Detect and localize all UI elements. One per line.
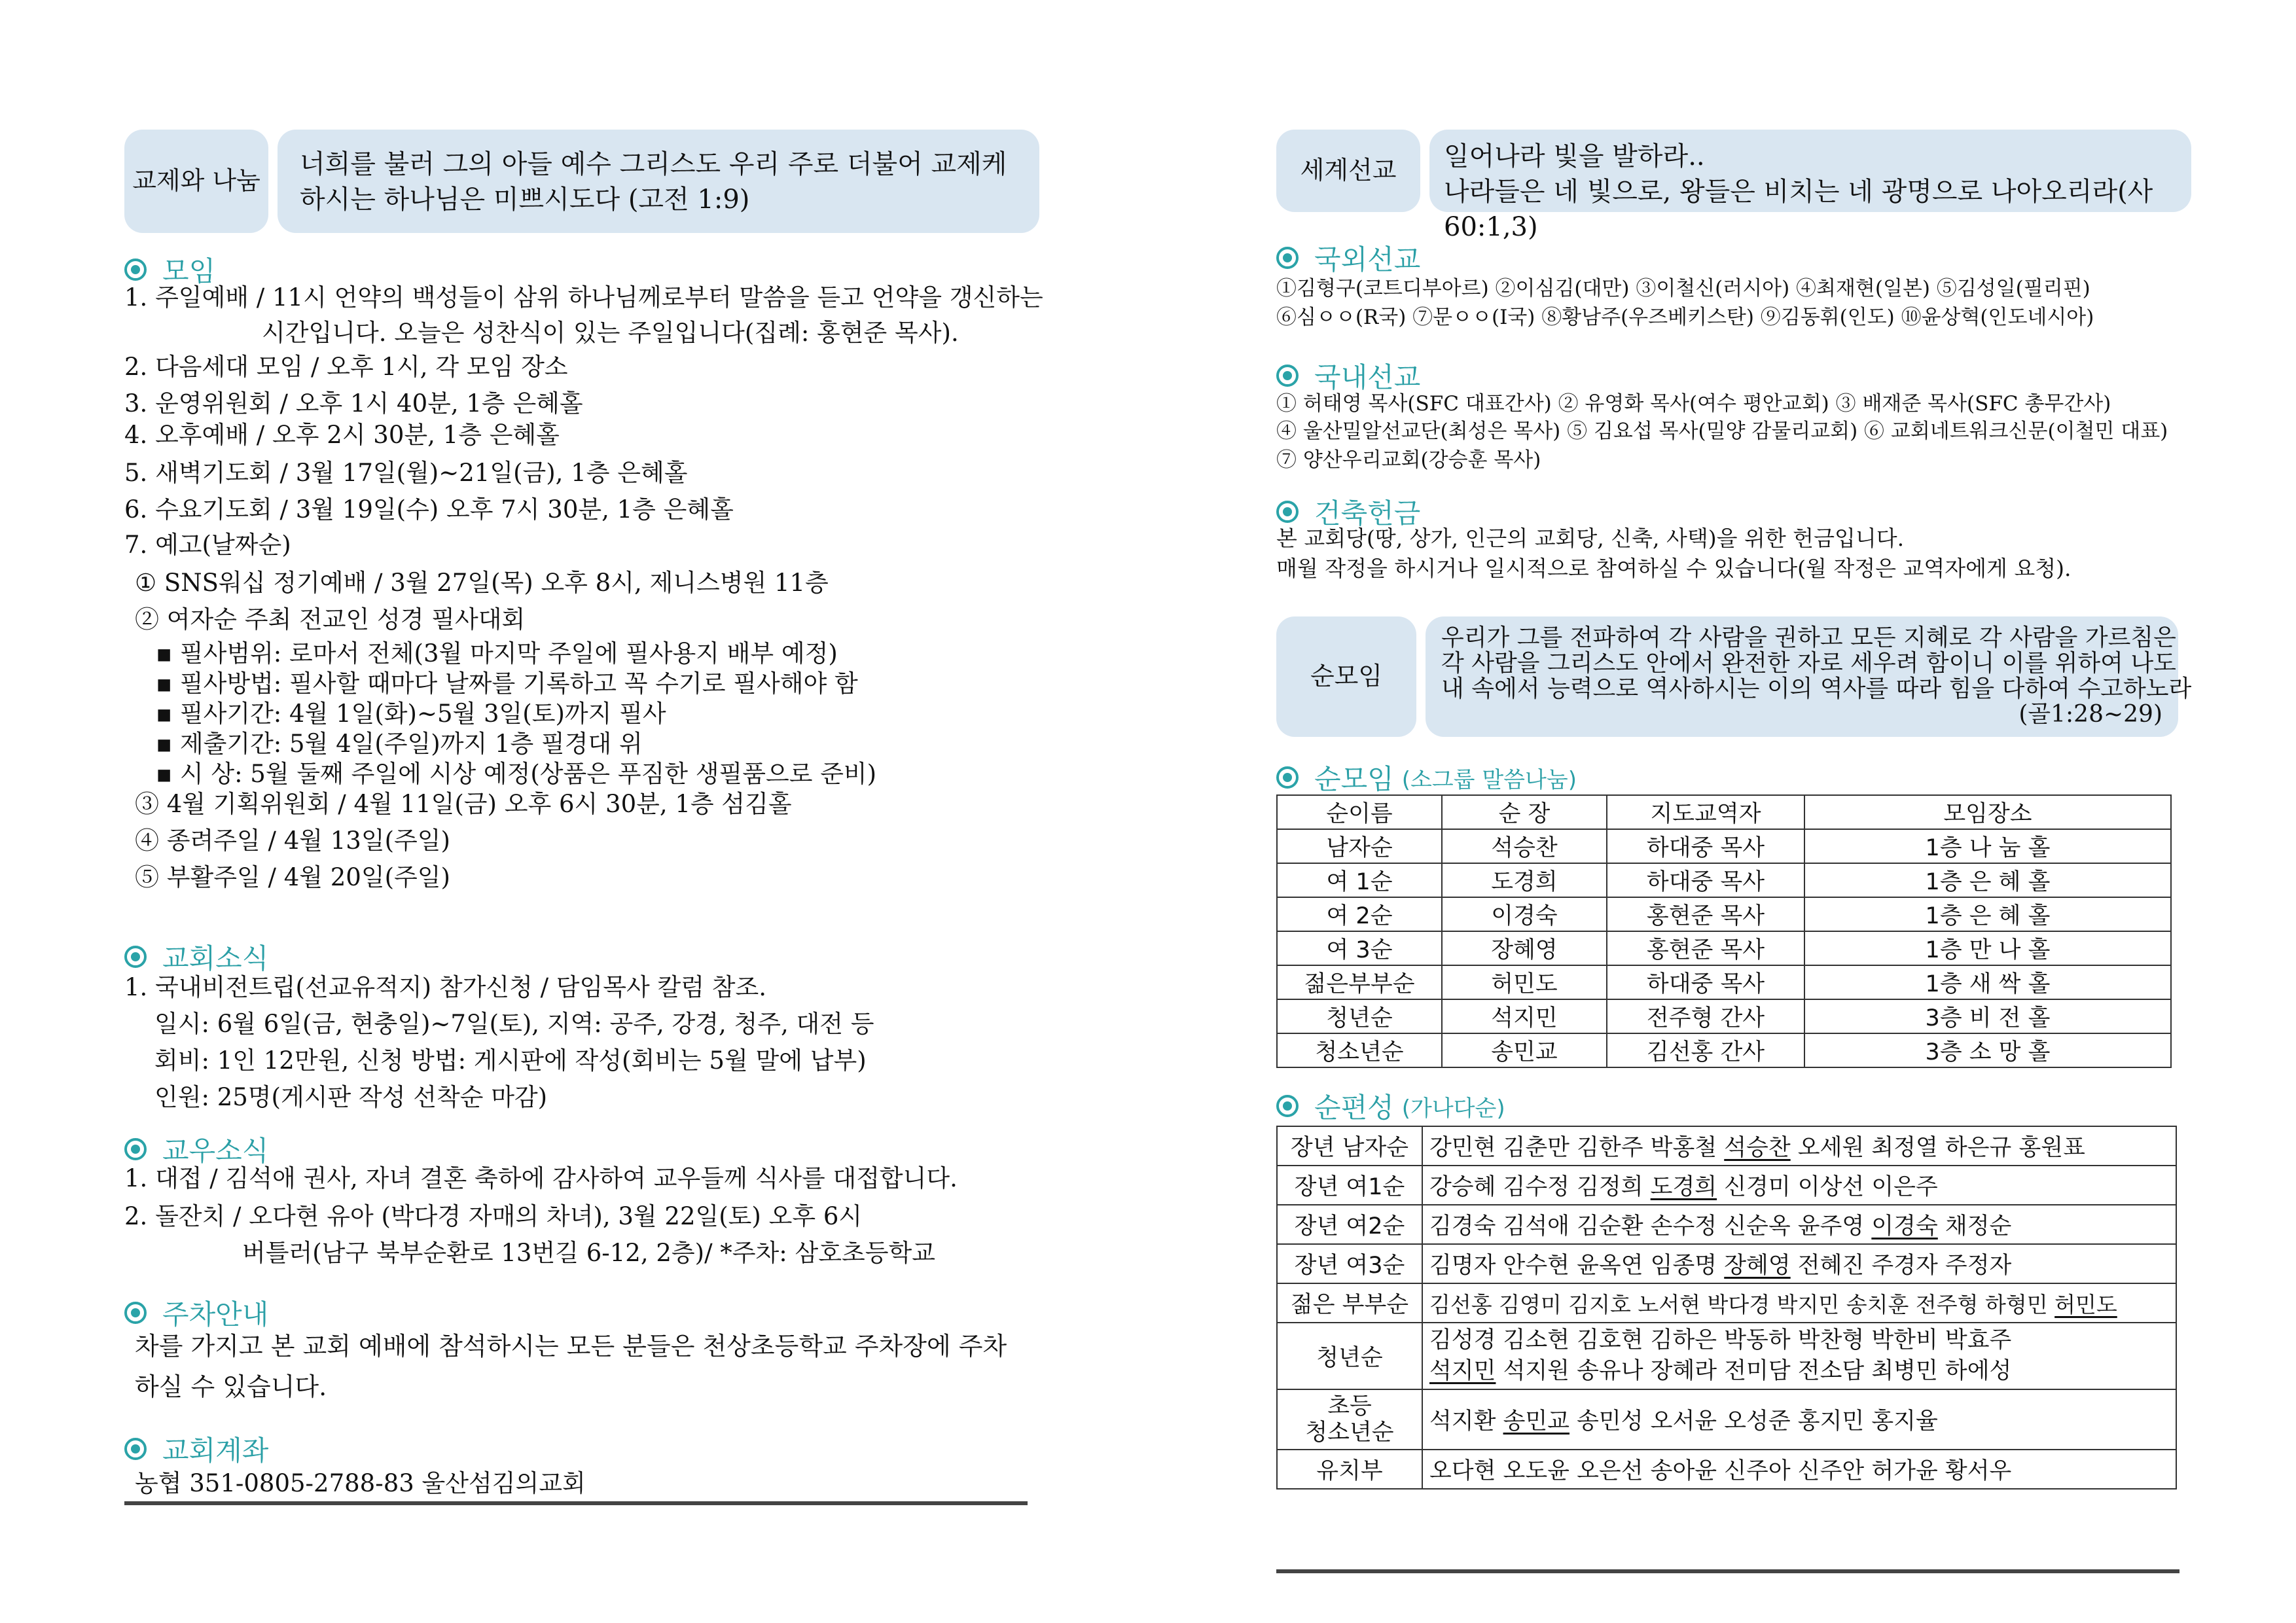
text-line: 회비: 1인 12만원, 신청 방법: 게시판에 작성(회비는 5월 말에 납부) xyxy=(154,1046,867,1075)
circle-bullet-icon xyxy=(124,259,147,281)
roster-members xyxy=(1422,1323,2176,1389)
table-cell: 남자순 xyxy=(1277,829,1442,863)
banner-verse xyxy=(1429,130,2191,242)
verse-line: 각 사람을 그리스도 안에서 완전한 자로 세우려 함이니 이를 위하여 나도 xyxy=(1441,649,2176,677)
member-names: 강승혜 김수정 김정희 xyxy=(1429,1174,1651,1200)
text-line: ▪ 제출기간: 5월 4일(주일)까지 1층 필경대 위 xyxy=(156,730,643,758)
member-names: 강민현 김춘만 김한주 박홍철 xyxy=(1429,1135,1725,1161)
banner-verse xyxy=(278,130,1039,233)
header-cell: 순 장 xyxy=(1442,795,1607,829)
leader-name: 장혜영 xyxy=(1724,1253,1791,1279)
section-title: 순편성 xyxy=(1314,1092,1394,1124)
table-row xyxy=(1277,1166,2176,1205)
divider xyxy=(124,1501,1028,1505)
section-title: 교회소식 xyxy=(162,942,269,974)
table-cell: 1층 은 혜 홀 xyxy=(1804,863,2171,897)
text-line: ② 여자순 주최 전교인 성경 필사대회 xyxy=(135,605,526,633)
text-line: 3. 운영위원회 / 오후 1시 40분, 1층 은혜홀 xyxy=(124,389,583,418)
banner-verse xyxy=(1426,616,2192,737)
text-line: ① SNS워십 정기예배 / 3월 27일(목) 오후 8시, 제니스병원 11층 xyxy=(135,569,829,597)
text-line: 인원: 25명(게시판 작성 선착순 마감) xyxy=(154,1083,548,1111)
banner-label: 세계선교 xyxy=(1276,130,1420,212)
table-cell: 석승찬 xyxy=(1442,829,1607,863)
banner-label: 순모임 xyxy=(1276,616,1416,737)
table-cell: 전주형 간사 xyxy=(1607,999,1804,1033)
roster-members xyxy=(1422,1283,2176,1323)
member-names: 전혜진 주경자 주정자 xyxy=(1790,1253,2012,1279)
leader-name: 이경숙 xyxy=(1871,1213,1938,1240)
member-names: 김선홍 김영미 김지호 노서현 박다경 박지민 송치훈 전주형 하형민 xyxy=(1429,1291,2055,1317)
circle-bullet-icon xyxy=(1276,247,1299,269)
group-table xyxy=(1276,794,2172,1068)
text-line: ①김형구(코트디부아르) ②이심김(대만) ③이철신(러시아) ④최재현(일본) ⑤김성일(필리핀) xyxy=(1276,277,2090,300)
roster-name: 장년 여2순 xyxy=(1277,1205,1422,1244)
table-row xyxy=(1277,965,2171,999)
text-line: ▪ 필사범위: 로마서 전체(3월 마지막 주일에 필사용지 배부 예정) xyxy=(156,639,838,668)
circle-bullet-icon xyxy=(1276,501,1299,523)
circle-bullet-icon xyxy=(124,1138,147,1160)
section-title: 주차안내 xyxy=(162,1298,269,1330)
text-line: ▪ 필사방법: 필사할 때마다 날짜를 기록하고 꼭 수기로 필사해야 함 xyxy=(156,669,858,698)
member-names: 김명자 안수현 윤옥연 임종명 xyxy=(1429,1253,1725,1279)
header-cell: 순이름 xyxy=(1277,795,1442,829)
table-cell: 청년순 xyxy=(1277,999,1442,1033)
table-cell: 3층 소 망 홀 xyxy=(1804,1033,2171,1067)
table-cell: 장혜영 xyxy=(1442,931,1607,965)
group-banner xyxy=(1276,616,2192,737)
text-line: 본 교회당(땅, 상가, 인근의 교회당, 신축, 사택)을 위한 헌금입니다. xyxy=(1276,526,1905,551)
circle-bullet-icon xyxy=(124,1302,147,1324)
roster-name: 장년 여1순 xyxy=(1277,1166,1422,1205)
roster-name: 청년순 xyxy=(1277,1323,1422,1389)
section-title: 국외선교 xyxy=(1314,243,1421,276)
member-names: 석지환 xyxy=(1429,1408,1503,1435)
section-title: 교회계좌 xyxy=(162,1435,269,1467)
section-subtitle: (가나다순) xyxy=(1401,1095,1505,1122)
table-row xyxy=(1277,1244,2176,1283)
table-cell: 도경희 xyxy=(1442,863,1607,897)
table-cell: 송민교 xyxy=(1442,1033,1607,1067)
table-cell: 1층 나 눔 홀 xyxy=(1804,829,2171,863)
text-line: 매월 작정을 하시거나 일시적으로 참여하실 수 있습니다(월 작정은 교역자에게 요청). xyxy=(1276,556,2072,581)
verse-ref: (골1:28~29) xyxy=(2018,700,2162,728)
section-foreign xyxy=(1276,238,1420,277)
roster-name xyxy=(1277,1389,1422,1450)
table-row xyxy=(1277,999,2171,1033)
member-names: 신경미 이상선 이은주 xyxy=(1717,1174,1938,1200)
roster-members xyxy=(1422,1244,2176,1283)
roster-members: 오다현 오도윤 오은선 송아윤 신주아 신주안 허가윤 황서우 xyxy=(1422,1450,2176,1489)
table-row xyxy=(1277,897,2171,931)
text-line: ⑤ 부활주일 / 4월 20일(주일) xyxy=(135,863,450,891)
missions-banner xyxy=(1276,130,2191,242)
section-title: 순모임 xyxy=(1314,763,1394,795)
table-cell: 1층 새 싹 홀 xyxy=(1804,965,2171,999)
header-cell: 모임장소 xyxy=(1804,795,2171,829)
section-parking xyxy=(124,1293,268,1332)
text-line: ⑦ 양산우리교회(강승훈 목사) xyxy=(1276,448,1541,472)
member-names: 송민성 오서윤 오성준 홍지민 홍지율 xyxy=(1570,1408,1938,1435)
leader-name: 도경희 xyxy=(1650,1174,1717,1200)
member-names: 오세원 최정열 하은규 홍원표 xyxy=(1790,1135,2085,1161)
table-cell: 여 1순 xyxy=(1277,863,1442,897)
roster-name-line: 청소년순 xyxy=(1305,1419,1394,1446)
table-cell: 이경숙 xyxy=(1442,897,1607,931)
table-cell: 하대중 목사 xyxy=(1607,965,1804,999)
text-line: 7. 예고(날짜순) xyxy=(124,531,291,559)
table-cell: 1층 은 혜 홀 xyxy=(1804,897,2171,931)
table-cell: 3층 비 전 홀 xyxy=(1804,999,2171,1033)
roster-table xyxy=(1276,1126,2177,1489)
text-line: ⑥심ㅇㅇ(R국) ⑦문ㅇㅇ(I국) ⑧황남주(우즈베키스탄) ⑨김동휘(인도) ⑩윤상혁(인도네시아) xyxy=(1276,306,2094,329)
roster-members xyxy=(1422,1126,2176,1166)
circle-bullet-icon xyxy=(124,946,147,968)
text-line: 1. 주일예배 / 11시 언약의 백성들이 삼위 하나님께로부터 말씀을 듣고 언약을 갱신하는 xyxy=(124,283,1043,312)
text-line: ③ 4월 기획위원회 / 4월 11일(금) 오후 6시 30분, 1층 섬김홀 xyxy=(135,790,792,818)
section-title: 교우소식 xyxy=(162,1135,269,1167)
roster-name-line: 초등 xyxy=(1327,1393,1372,1419)
verse-line: 하시는 하나님은 미쁘시도다 (고전 1:9) xyxy=(300,185,750,215)
account-number: 농협 351-0805-2788-83 울산섬김의교회 xyxy=(135,1469,586,1497)
table-row xyxy=(1277,1205,2176,1244)
table-header-row xyxy=(1277,795,2171,829)
table-row xyxy=(1277,1283,2176,1323)
table-cell: 홍현준 목사 xyxy=(1607,931,1804,965)
roster-name: 유치부 xyxy=(1277,1450,1422,1489)
leader-name: 석승찬 xyxy=(1724,1135,1791,1161)
roster-name: 장년 남자순 xyxy=(1277,1126,1422,1166)
banner-label: 교제와 나눔 xyxy=(124,130,268,233)
text-line: 5. 새벽기도회 / 3월 17일(월)~21일(금), 1층 은혜홀 xyxy=(124,459,688,487)
leader-name: 송민교 xyxy=(1503,1408,1570,1435)
table-cell: 홍현준 목사 xyxy=(1607,897,1804,931)
divider xyxy=(1276,1569,2179,1573)
leader-name: 허민도 xyxy=(2054,1291,2117,1317)
table-row xyxy=(1277,931,2171,965)
verse-line: 나라들은 네 빛으로, 왕들은 비치는 네 광명으로 나아오리라(사60:1,3) xyxy=(1444,177,2153,242)
table-row xyxy=(1277,1389,2176,1450)
section-subtitle: (소그룹 말씀나눔) xyxy=(1401,766,1577,793)
table-cell: 하대중 목사 xyxy=(1607,863,1804,897)
table-row xyxy=(1277,829,2171,863)
text-line: ① 허태영 목사(SFC 대표간사) ② 유영화 목사(여수 평안교회) ③ 배재준 목사(SFC 총무간사) xyxy=(1276,392,2111,416)
roster-members xyxy=(1422,1205,2176,1244)
text-line: 4. 오후예배 / 오후 2시 30분, 1층 은혜홀 xyxy=(124,421,560,449)
text-line: 일시: 6월 6일(금, 현충일)~7일(토), 지역: 공주, 강경, 청주, 대전 등 xyxy=(154,1010,874,1038)
text-line: 6. 수요기도회 / 3월 19일(수) 오후 7시 30분, 1층 은혜홀 xyxy=(124,495,734,524)
roster-members xyxy=(1422,1166,2176,1205)
roster-name: 장년 여3순 xyxy=(1277,1244,1422,1283)
table-cell: 석지민 xyxy=(1442,999,1607,1033)
member-names: 석지원 송유나 장혜라 전미담 전소담 최병민 하에성 xyxy=(1496,1358,2012,1384)
section-news xyxy=(124,937,268,976)
text-line: 차를 가지고 본 교회 예배에 참석하시는 모든 분들은 천상초등학교 주차장에 주차 xyxy=(135,1332,1007,1361)
text-line: ④ 종려주일 / 4월 13일(주일) xyxy=(135,827,450,855)
section-domestic xyxy=(1276,356,1420,395)
circle-bullet-icon xyxy=(1276,1095,1299,1117)
table-row xyxy=(1277,1126,2176,1166)
roster-members xyxy=(1422,1389,2176,1450)
text-line: 1. 대접 / 김석애 권사, 자녀 결혼 축하에 감사하여 교우들께 식사를 대접합니다. xyxy=(124,1164,958,1192)
text-line: 1. 국내비전트립(선교유적지) 참가신청 / 담임목사 칼럼 참조. xyxy=(124,973,767,1001)
table-row xyxy=(1277,1450,2176,1489)
roster-name: 젊은 부부순 xyxy=(1277,1283,1422,1323)
section-title: 건축헌금 xyxy=(1314,497,1421,529)
text-line: 버틀러(남구 북부순환로 13번길 6-12, 2층)/ *주차: 삼호초등학교 xyxy=(242,1239,935,1267)
table-cell: 젊은부부순 xyxy=(1277,965,1442,999)
table-cell: 김선홍 간사 xyxy=(1607,1033,1804,1067)
member-names: 채정순 xyxy=(1937,1213,2012,1240)
text-line: 시간입니다. 오늘은 성찬식이 있는 주일입니다(집례: 홍현준 목사). xyxy=(262,319,959,347)
member-names: 김성경 김소현 김호현 김하은 박동하 박찬형 박한비 박효주 xyxy=(1429,1327,2012,1353)
verse-line: 너희를 불러 그의 아들 예수 그리스도 우리 주로 더불어 교제케 xyxy=(300,149,1007,179)
section-roster xyxy=(1276,1086,1505,1126)
text-line: ④ 울산밀알선교단(최성은 목사) ⑤ 김요섭 목사(밀양 감물리교회) ⑥ 교회네트워크신문(이철민 대표) xyxy=(1276,419,2168,443)
section-title: 국내선교 xyxy=(1314,361,1421,393)
header-cell: 지도교역자 xyxy=(1607,795,1804,829)
table-cell: 1층 만 나 홀 xyxy=(1804,931,2171,965)
text-line: 2. 돌잔치 / 오다현 유아 (박다경 자매의 차녀), 3월 22일(토) 오후 6시 xyxy=(124,1202,863,1230)
verse-line: 우리가 그를 전파하여 각 사람을 권하고 모든 지혜로 각 사람을 가르침은 xyxy=(1441,624,2176,651)
text-line: ▪ 필사기간: 4월 1일(화)~5월 3일(토)까지 필사 xyxy=(156,700,666,728)
circle-bullet-icon xyxy=(1276,365,1299,387)
text-line: 2. 다음세대 모임 / 오후 1시, 각 모임 장소 xyxy=(124,353,568,381)
verse-line: 일어나라 빛을 발하라.. xyxy=(1444,141,1705,171)
table-row xyxy=(1277,1033,2171,1067)
circle-bullet-icon xyxy=(124,1438,147,1460)
text-line: ▪ 시 상: 5월 둘째 주일에 시상 예정(상품은 푸짐한 생필품으로 준비) xyxy=(156,760,877,788)
section-title: 모임 xyxy=(162,255,216,287)
fellowship-banner xyxy=(124,130,1039,233)
verse-line: 내 속에서 능력으로 역사하시는 이의 역사를 따라 힘을 다하여 수고하노라 xyxy=(1441,675,2192,702)
table-cell: 허민도 xyxy=(1442,965,1607,999)
table-cell: 청소년순 xyxy=(1277,1033,1442,1067)
table-cell: 하대중 목사 xyxy=(1607,829,1804,863)
section-members xyxy=(124,1130,268,1169)
text-line: 하실 수 있습니다. xyxy=(135,1372,327,1401)
table-cell: 여 3순 xyxy=(1277,931,1442,965)
table-row xyxy=(1277,1323,2176,1389)
table-cell: 여 2순 xyxy=(1277,897,1442,931)
leader-name: 석지민 xyxy=(1429,1358,1496,1384)
section-group xyxy=(1276,758,1577,797)
table-row xyxy=(1277,863,2171,897)
section-account xyxy=(124,1429,268,1469)
circle-bullet-icon xyxy=(1276,766,1299,789)
member-names: 김경숙 김석애 김순환 손수정 신순옥 윤주영 xyxy=(1429,1213,1872,1240)
